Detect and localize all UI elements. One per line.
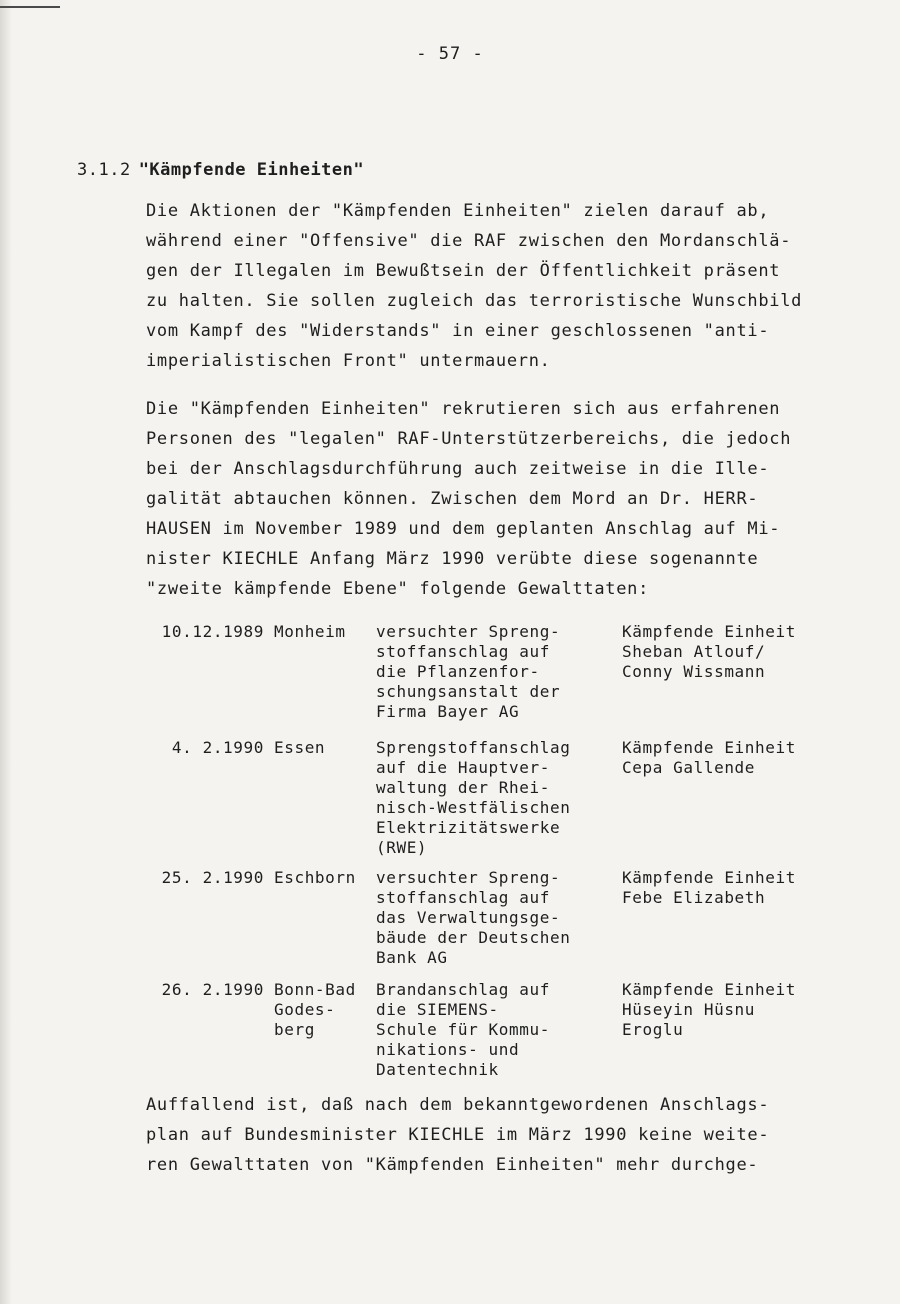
place-line: Essen [274, 738, 326, 757]
action-line: auf die Hauptver- [376, 758, 550, 777]
text-line: vom Kampf des "Widerstands" in einer geschlossenen "anti- [146, 321, 770, 341]
action-line: waltung der Rhei- [376, 778, 550, 797]
unit-line: Kämpfende Einheit [622, 738, 796, 757]
unit-line: Hüseyin Hüsnu [622, 1000, 756, 1019]
unit-line: Kämpfende Einheit [622, 622, 796, 641]
place-line: Eschborn [274, 868, 356, 887]
paragraph-3 [146, 1090, 816, 1180]
unit-line: Cepa Gallende [622, 758, 756, 777]
text-line: gen der Illegalen im Bewußtsein der Öffentlichkeit präsent [146, 261, 781, 281]
attack-date: 4. 2.1990 [171, 738, 264, 757]
action-line: Bank AG [376, 948, 448, 967]
scan-page-edge [0, 0, 12, 1304]
place-line: Monheim [274, 622, 346, 641]
action-line: Sprengstoffanschlag [376, 738, 571, 757]
text-line: zu halten. Sie sollen zugleich das terroristische Wunschbild [146, 291, 803, 311]
text-line: Die Aktionen der "Kämpfenden Einheiten" zielen darauf ab, [146, 201, 770, 221]
action-line: Datentechnik [376, 1060, 499, 1079]
action-line: Schule für Kommu- [376, 1020, 550, 1039]
attack-description [376, 980, 550, 1080]
text-line: Auffallend ist, daß nach dem bekanntgewordenen Anschlags- [146, 1095, 770, 1115]
attack-unit [622, 622, 796, 682]
action-line: stoffanschlag auf [376, 888, 550, 907]
text-line: Personen des "legalen" RAF-Unterstützerbereichs, die jedoch [146, 429, 792, 449]
text-line: HAUSEN im November 1989 und dem geplanten Anschlag auf Mi- [146, 519, 781, 539]
text-line: nister KIECHLE Anfang März 1990 verübte diese sogenannte [146, 549, 759, 569]
text-line: Die "Kämpfenden Einheiten" rekrutieren sich aus erfahrenen [146, 399, 781, 419]
attack-date: 26. 2.1990 [161, 980, 264, 999]
attack-unit [622, 868, 796, 908]
attack-date: 10.12.1989 [161, 622, 264, 641]
action-line: versuchter Spreng- [376, 868, 561, 887]
text-line: imperialistischen Front" untermauern. [146, 351, 551, 371]
place-line: berg [274, 1020, 315, 1039]
action-line: Firma Bayer AG [376, 702, 520, 721]
attack-place [274, 622, 346, 642]
text-line: plan auf Bundesminister KIECHLE im März 1990 keine weite- [146, 1125, 770, 1145]
unit-line: Febe Elizabeth [622, 888, 766, 907]
text-line: während einer "Offensive" die RAF zwischen den Mordanschlä- [146, 231, 792, 251]
text-line: galität abtauchen können. Zwischen dem Mord an Dr. HERR- [146, 489, 759, 509]
action-line: schungsanstalt der [376, 682, 561, 701]
attack-place [274, 738, 325, 758]
action-line: nikations- und [376, 1040, 520, 1059]
action-line: (RWE) [376, 838, 428, 857]
section-number: 3.1.2 [77, 160, 131, 180]
scan-mark [0, 6, 60, 8]
attack-unit [622, 980, 796, 1040]
unit-line: Eroglu [622, 1020, 684, 1039]
paragraph-2 [146, 394, 816, 604]
unit-line: Sheban Atlouf/ [622, 642, 766, 661]
place-line: Bonn-Bad [274, 980, 356, 999]
action-line: die Pflanzenfor- [376, 662, 540, 681]
attack-description [376, 622, 560, 722]
place-line: Godes- [274, 1000, 336, 1019]
section-heading [77, 160, 364, 180]
unit-line: Kämpfende Einheit [622, 980, 796, 999]
action-line: versuchter Spreng- [376, 622, 561, 641]
unit-line: Kämpfende Einheit [622, 868, 796, 887]
action-line: Elektrizitätswerke [376, 818, 561, 837]
action-line: bäude der Deutschen [376, 928, 571, 947]
paragraph-1 [146, 196, 816, 376]
page-number: - 57 - [416, 44, 484, 64]
attack-place [274, 980, 356, 1040]
action-line: stoffanschlag auf [376, 642, 550, 661]
attack-unit [622, 738, 796, 778]
action-line: die SIEMENS- [376, 1000, 499, 1019]
action-line: nisch-Westfälischen [376, 798, 571, 817]
attack-description [376, 738, 570, 858]
text-line: "zweite kämpfende Ebene" folgende Gewalttaten: [146, 579, 650, 599]
action-line: das Verwaltungsge- [376, 908, 561, 927]
action-line: Brandanschlag auf [376, 980, 550, 999]
unit-line: Conny Wissmann [622, 662, 766, 681]
text-line: bei der Anschlagsdurchführung auch zeitweise in die Ille- [146, 459, 770, 479]
text-line: ren Gewalttaten von "Kämpfenden Einheiten" mehr durchge- [146, 1155, 759, 1175]
attack-date: 25. 2.1990 [161, 868, 264, 887]
section-title: "Kämpfende Einheiten" [138, 160, 365, 180]
attack-place [274, 868, 356, 888]
attack-description [376, 868, 570, 968]
